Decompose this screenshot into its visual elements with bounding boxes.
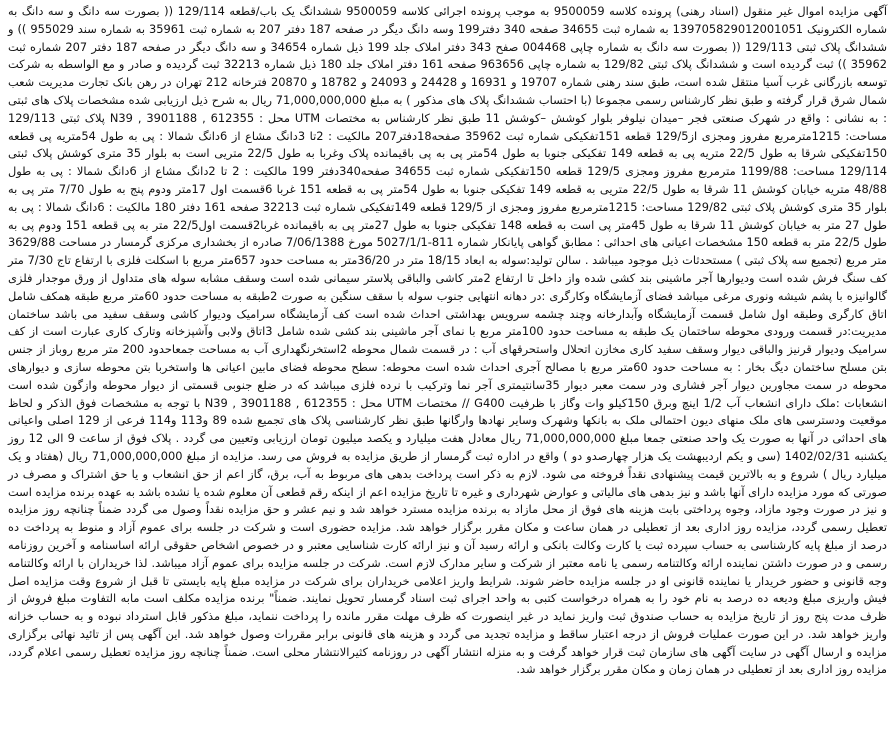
auction-notice-text: آگهی مزایده اموال غیر منقول (اسناد رهنی) پرونده کلاسه 9500059 به موجب پرونده اجرائی کلاسه 9500059 ششدانگ یک باب/قطعه 129/114 (( بصورت سه دانگ و سه دانگ به شماره الکترونیک 139705829012001051 به شماره ثبت 34655 صفحه 340 دفتر199 وسه دانگ دیگر در صفحه 187 دفتر 207 به شماره ثبت 35961 به شماره سند 955029 )) و ششدانگ پلاک ثبتی 129/113 (( بصورت سه دانگ به شماره چاپی 004468 صفح 343 دفتر املاک جلد 199 ذیل شماره 34654 و سه دانگ دیگر در صفحه 187 دفتر 207 شماره ثبت 35962 )) ثبت گردیده است و ششدانگ پلاک ثبتی 129/82 به شماره چاپی 963656 صفحه 161 دفتر املاک جلد 180 ذیل شماره 32213 ثبت گردیده و صادر و مع الواسطه به شرکت توسعه بازرگانی غرب آسیا منتقل شده است، طبق سند رهنی شماره 19707 و 16931 و 24428 و 24093 و 18782 و 20870 فترخانه 212 تهران در رهن بانک تجارت مدیریت شعب شمال شرق قرار گرفته و طبق نظر کارشناس رسمی مجموعا (با احتساب ششدانگ پلاک های مذکور ) به مبلغ 71,000,000,000 ریال به شرح ذیل ارزیابی شده مشخصات پلاک های ثبتی : به نشانی : واقع در شهرک صنعتی فجر –میدان نیلوفر بلوار کوشش –کوشش 11 طبق نظر کارشناس به مختصات UTM محل : 612355 , 3901188 , N39 پلاک ثبتی 129/113 مساحت: 1215مترمربع مفروز ومجزی از129/5 قطعه 151تفکیکی شماره ثبت 35962 صفحه18دفتر207 مالکیت : 2تا 3دانگ مشاع از 6دانگ شمالا : پی به طول 54متریه پی قطعه 150تفکیکی شرقا به طول 22/5 متریه پی به قطعه 149 تفکیکی جنوبا به طول 54متر پی به پی باقیمانده پلاک وغربا به طول 22/5 متریی است به بلوار 35 متری کوشش پلاک ثبتی 129/114 مساحت: 1199/88 مترمربع مفروز ومجزی 129/5 قطعه 150تفکیکی شماره ثبت 34655 صفحه340دفتر 199 مالکیت : 2 تا 2دانگ مشاع از 6دانگ شمالا : پی به طول 48/88 متریه خیابان کوشش 11 شرقا به طول 22/5 متریی به قطعه 149 تفکیکی جنوبا به طول 54متر پی به قطعه 151 غربا 6قسمت اول 17متر ودوم پنج به طول 7/70 متر پی به بلوار 35 متری کوشش پلاک ثبتی 129/82 مساحت: 1215مترمربع مفروز ومجزی از 129/5 قطعه 149تفکیکی شماره ثبت 32213 صفحه 161 دفتر 180 مالکیت : 6دانگ شمالا : پی به طول 27 متر به خیابان کوشش 11 شرقا به طول 45متر پی است به قطعه 148 تفکیکی جنوبا به طول 27متر پی به باقیمانده غربا2قسمت اول22/5 متر به پی قطعه 151 ودوم پی به طول 22/5 متر به قطعه 150 مشخصات اعیانی های احداثی : مطابق گواهی پایانکار شماره 811-5027/1/1 مورخ 7/06/1388 صادره از بخشداری مرکزی گرمسار در مساحت 3629/88 متر مربع (تجمیع سه پلاک ثبتی ) مستحدثات ذیل موجود میباشد . سالن تولید:سوله به ابعاد 18/15 متر در 36/20متر به مساحت حدود 657متر مربع با اسکلت فلزی با ارتفاع تاج 7/30 متر کف سنگ فرش شده است ودیوارها آجر ماشینی بند کشی شده واز داخل تا ارتفاع 2متر کاشی والباقی پلاستر سیمانی شده است وسقف مشابه سوله های متداول از ورق موجدار فلزی گالوانیزه با پشم شیشه ونوری مرغی میباشد فضای آزمایشگاه وکارگری :در دهانه انتهایی جنوب سوله با سقف سنگین به صورت 2طبقه به مساحت حدود 60متر مربع طبقه همکف شامل اتاق کارگری وطبقه اول شامل قسمت آزمایشگاه وآبدارخانه وچند چشمه سرویس بهداشتی احداث شده است کف آزمایشگاه سرامیک ودیوار کاشی وسقف سفید می باشد ساختمان مدیریت:در قسمت ورودی محوطه ساختمان یک طبقه به مساحت حدود 100متر مربع با نمای آجر ماشینی بند کشی شده شامل 3اتاق ولابی وآشپزخانه وتارک کاری عبارت است از کف سرامیک ودیوار قرنیز والباقی دیوار وسقف سفید کاری مخازن اتحلال واستحرقهای آب : در قسمت شمال محوطه 2استخرنگهداری آب به مساحت جمعاحدود 200 متر مربع روباز از جنس بتن مسلح ساختمان دیگ بخار : به مساحت حدود 60متر مربع با مصالح آجری احداث شده است محوطه: سطح محوطه فضای مابین اعیانی ها واستخربا بتن محوطه سازی و دیوارهای محوطه در سمت مجاورین دیوار آجر فشاری ودر سمت معبر دیوار 35سانتیمتری آجر نما وترکیب با نرده فلزی میباشد که در ضلع جنوبی قسمتی از دیوار محوطه وازگون شده است انشعابات :ملک دارای انشعاب آب 1/2 اینچ وبرق 150کیلو وات وگاز با ظرفیت G400 // مختصات UTM محل : 612355 , 3901188 , N39 با توجه به مشخصات فوق الذکر و لحاظ موقعیت ودسترسی های ملک منهای دیون احتمالی ملک به بانکها وشهرک وسایر نهادها وارگانها طبق نظر کارشناسی پلاک های تجمیع شده 89 و113 و114 فرعی از 129 اصلی واعیانی های احداثی در آنها به صورت یک واحد صنعتی جمعا مبلغ 71,000,000,000 ریال معادل هفت میلیارد و یکصد میلیون تومان ارزیابی وتعیین می گردد . پلاک فوق از ساعت 9 الی 12 روز یکشنبه 1402/02/31 (سی و یکم اردیبهشت یک هزار چهارصدو دو ) واقع در اداره ثبت گرمسار از طریق مزایده به فروش می رسد. مزایده از مبلغ 71,000,000,000 ریال (هفتاد و یک میلیارد ریال ) شروع و به بالاترین قیمت پیشنهادی نقداً فروخته می شود. لازم به ذکر است پرداخت بدهی های مربوط به آب، برق، گاز اعم از حق انشعاب و یا حق اشتراک و مصرف در صورتی که مورد مزایده دارای آنها باشد و نیز بدهی های مالیاتی و عوارض شهرداری و غیره تا تاریخ مزایده اعم از اینکه رقم قطعی آن معلوم شده یا نشده باشد به عهده برنده مزایده است و نیز در صورت وجود مازاد، وجوه پرداختی بابت هزینه های فوق از محل مازاد به برنده مزایده مسترد خواهد شد و نیم عشر و حق مزایده نقداً وصول می گردد ضمناً چنانچه روز مزایده تعطیل رسمی گردد، مزایده روز اداری بعد از تعطیلی در همان ساعت و مکان مقرر برگزار خواهد شد. مزایده حضوری است و شرکت در جلسه برای عموم آزاد و منوط به پرداخت ده درصد از مبلغ پایه کارشناسی به حساب سپرده ثبت یا کارت وکالت بانکی و ارائه رسید آن و نیز ارائه کارت شناسایی معتبر و در خصوص اشخاص حقوقی ارائه اساسنامه و آخرین روزنامه رسمی و در صورت داشتن نماینده ارائه وکالتنامه رسمی یا نامه معتبر از شرکت و سایر مدارک لازم است. شرکت در جلسه مزایده برای عموم آزاد میباشد. لذا خریداران با ارائه وکالتنامه وجه قانونی و حضور خریدار یا نماینده قانونی او در جلسه مزایده حاضر شوند. شرایط واریز اعلامی خریداران برای شرکت در مزایده مبلغ پایه بایستی تا قبل از شروع وقت مزایده اصل فیش واریزی مبلغ ودیعه ده درصد به نام خود را به همراه درخواست کتبی به واحد اجرای ثبت اسناد گرمسار تحویل نمایند. ضمناً" برنده مزایده مکلف است مابه التفاوت مبلغ فروش از ظرف مدت پنج روز از تاریخ مزایده به حساب صندوق ثبت واریز نماید در غیر اینصورت که ظرف مهلت مقرر مانده را پرداخت ننماید، مبلغ مذکور قابل استرداد نبوده و به حساب خزانه واریز خواهد شد. در این صورت عملیات فروش از درجه اعتبار ساقط و مزایده تجدید می گردد و هزینه های قانونی برابر مقررات وصول خواهد شد. این آگهی پس از تائید نهائی برگزاری مزایده و ارسال آگهی در سایت آگهی های سازمان ثبت قرار خواهد گرفت و به منزله انتشار آگهی در روزنامه کثیرالانتشار محلی است. ضمناً چنانچه روز مزایده تعطیل رسمی اعلام گردد، مزایده روز اداری بعد از تعطیلی در همان زمان و مکان مقرر برگزار خواهد شد. bbox=[8, 4, 888, 677]
